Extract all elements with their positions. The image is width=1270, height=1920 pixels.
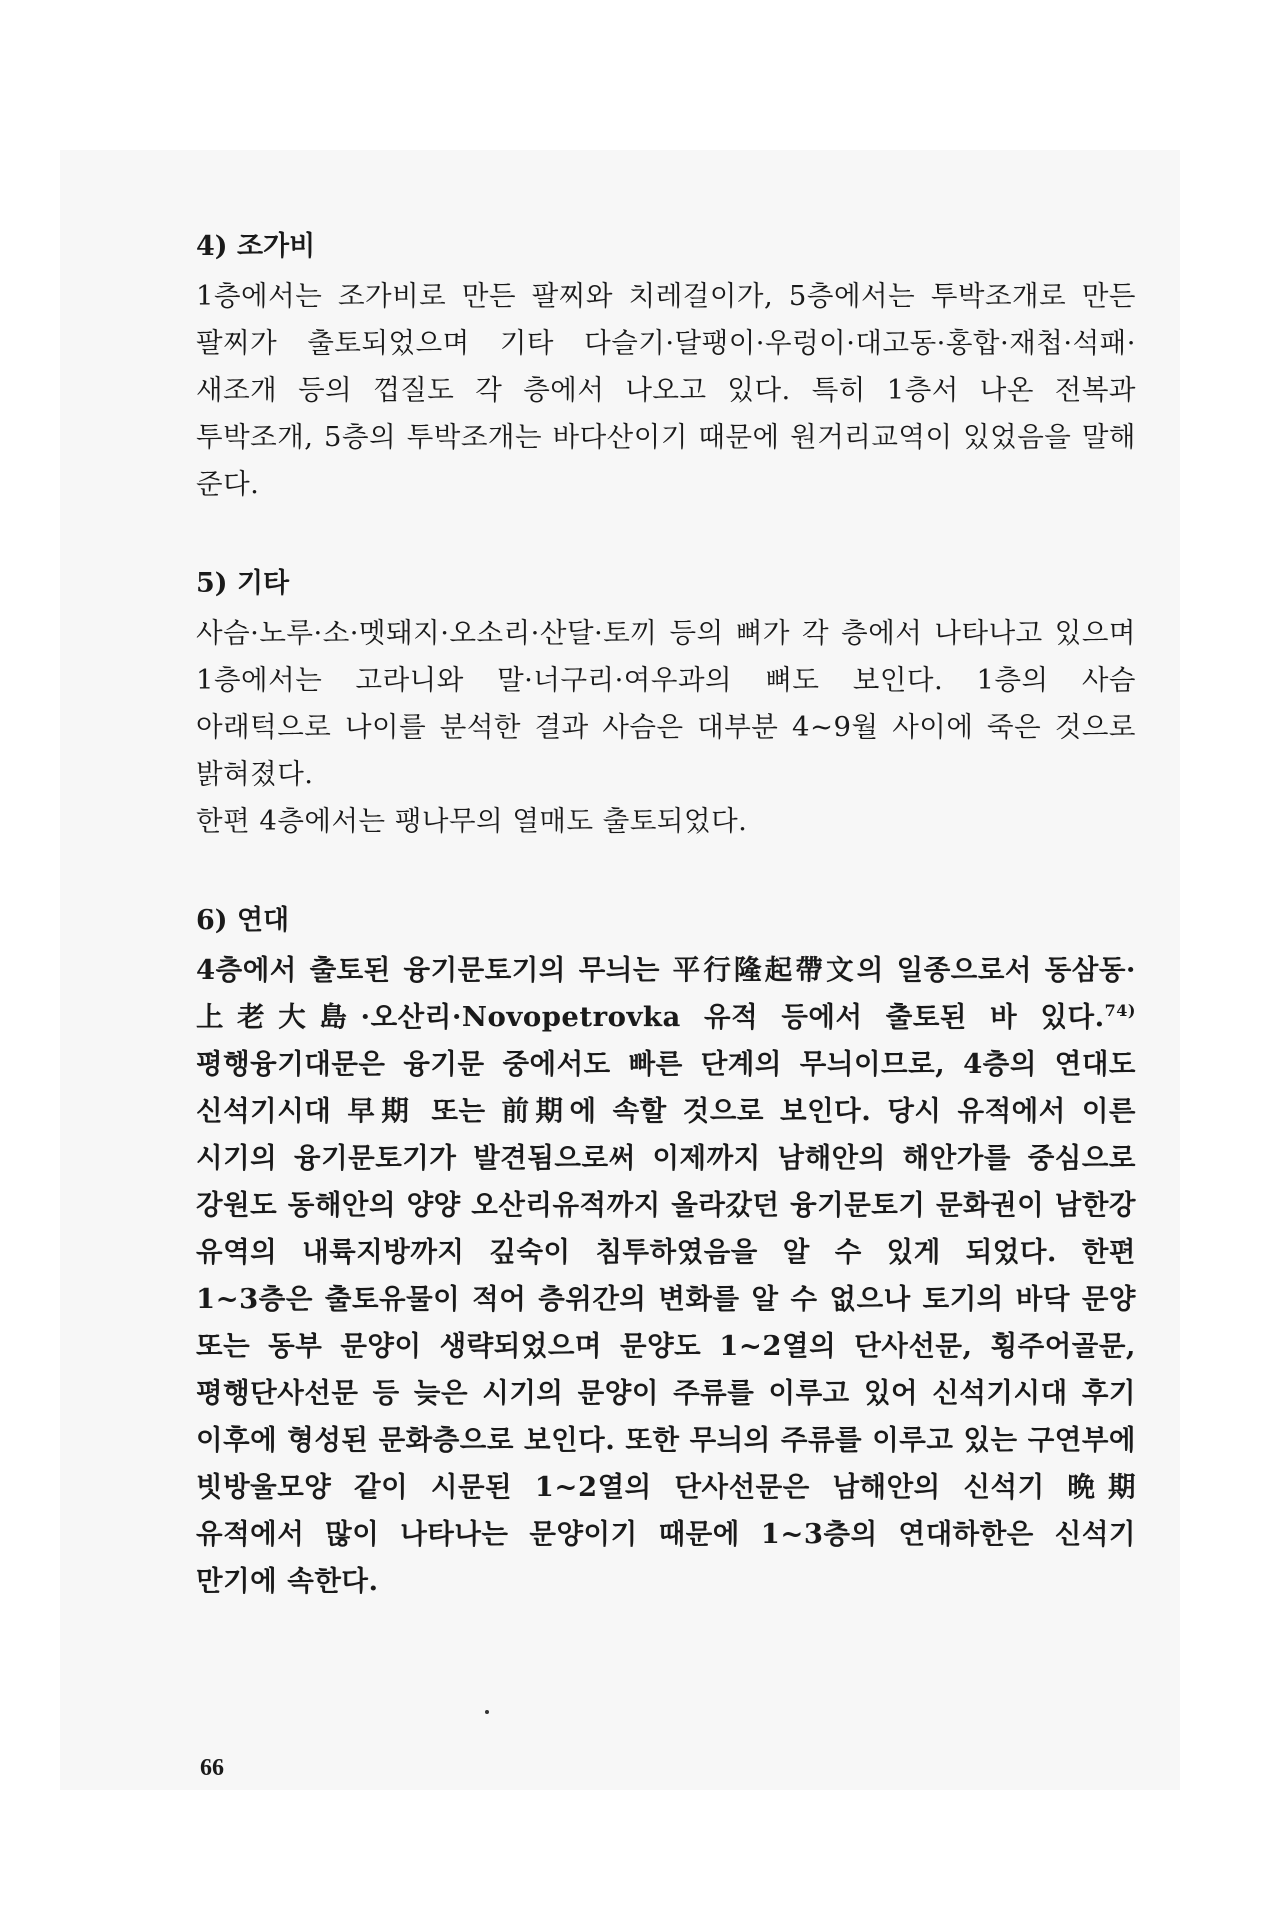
stray-dot xyxy=(485,1710,489,1714)
paragraph-shells: 1층에서는 조가비로 만든 팔찌와 치레걸이가, 5층에서는 투박조개로 만든 팔찌가 출토되었으며 기타 다슬기·달팽이·우렁이·대고동·홍합·재첩·석패·새조개 등의 껍질도 각 층에서 나오고 있다. 특히 1층서 나온 전복과 투박조개, 5층의 투박조개는 바다산이기 때문에 원거리교역이 있었음을 말해 준다. xyxy=(196,280,1136,500)
paragraph-hackberry: 한편 4층에서는 팽나무의 열매도 출토되었다. xyxy=(196,805,748,837)
section-heading-dating: 6) 연대 xyxy=(196,905,290,936)
section-heading-shells: 4) 조가비 xyxy=(196,231,316,262)
footnote-marker[interactable]: 74) xyxy=(1104,1001,1136,1020)
section-heading-other: 5) 기타 xyxy=(196,568,290,599)
paragraph-dating-part1: 4층에서 출토된 융기문토기의 무늬는 平行隆起帶文의 일종으로서 동삼동·上老大島·오산리·Novopetrovka 유적 등에서 출토된 바 있다. xyxy=(196,954,1136,1033)
page-number: 66 xyxy=(200,1755,224,1781)
paragraph-animal-bones: 사슴·노루·소·멧돼지·오소리·산달·토끼 등의 뼈가 각 층에서 나타나고 있으며 1층에서는 고라니와 말·너구리·여우과의 뼈도 보인다. 1층의 사슴 아래턱으로 나이를 분석한 결과 사슴은 대부분 4~9월 사이에 죽은 것으로 밝혀졌다. xyxy=(196,617,1136,790)
paragraph-dating-part2: 평행융기대문은 융기문 중에서도 빠른 단계의 무늬이므로, 4층의 연대도 신석기시대 早期 또는 前期에 속할 것으로 보인다. 당시 유적에서 이른 시기의 융기문토기가 발견됨으로써 이제까지 남해안의 해안가를 중심으로 강원도 동해안의 양양 오산리유적까지 올라갔던 융기문토기 문화권이 남한강 유역의 내륙지방까지 깊숙이 침투하였음을 알 수 있게 되었다. 한편 1~3층은 출토유물이 적어 층위간의 변화를 알 수 없으나 토기의 바닥 문양 또는 동부 문양이 생략되었으며 문양도 1~2열의 단사선문, 횡주어골문, 평행단사선문 등 늦은 시기의 문양이 주류를 이루고 있어 신석기시대 후기 이후에 형성된 문화층으로 보인다. 또한 무늬의 주류를 이루고 있는 구연부에 빗방울모양 같이 시문된 1~2열의 단사선문은 남해안의 신석기 晩期 유적에서 많이 나타나는 문양이기 때문에 1~3층의 연대하한은 신석기 만기에 속한다. xyxy=(196,1048,1136,1597)
document-body xyxy=(196,227,1136,1605)
paragraph-dating xyxy=(196,947,1136,1605)
